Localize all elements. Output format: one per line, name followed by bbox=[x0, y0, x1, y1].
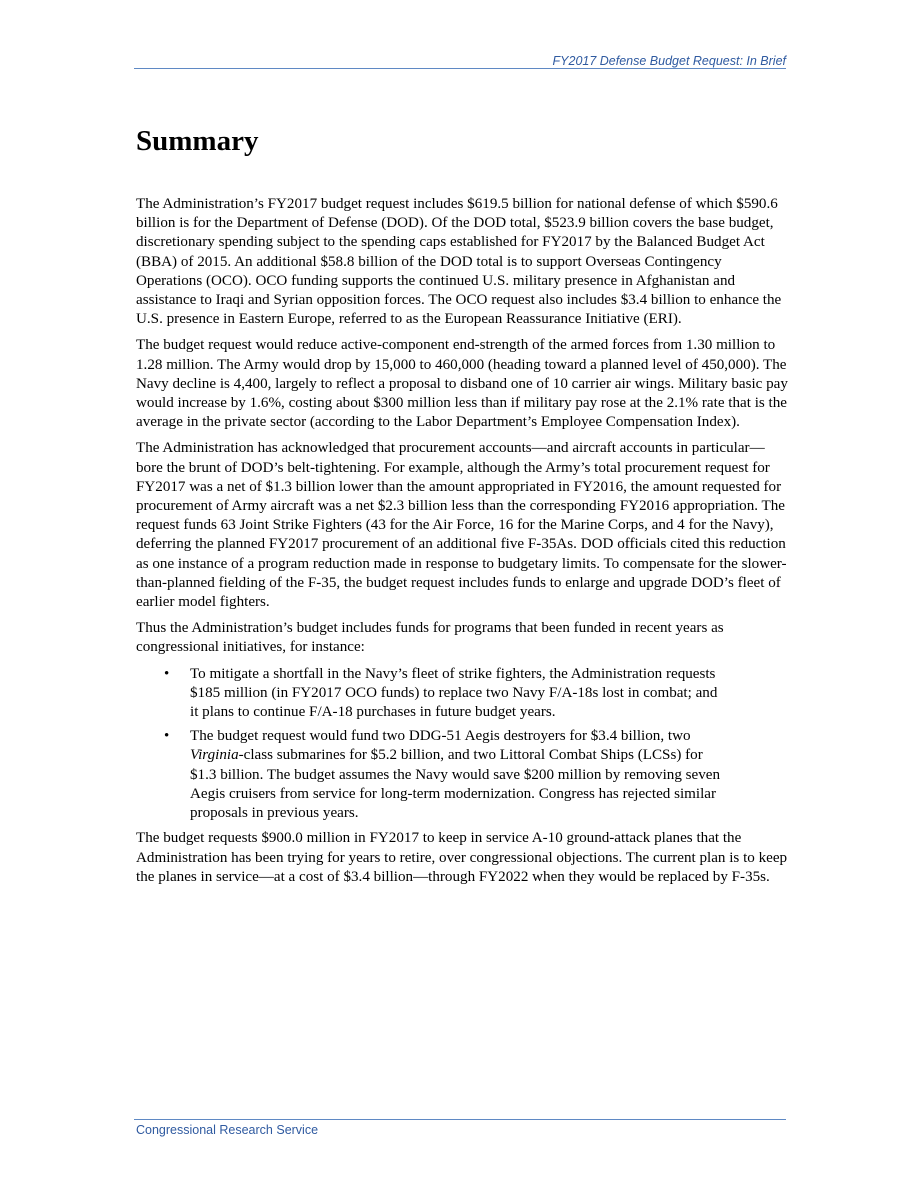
bullet-text-after: -class submarines for $5.2 billion, and two Littoral Combat Ships (LCSs) for $1.3 billion. The budget assumes the Navy would save $200 million by removing seven Aegis cruisers from service for long-term modernization. Congress has rejected similar proposals in previous years. bbox=[190, 747, 721, 822]
bullet-text-before: The budget request would fund two DDG-51 Aegis destroyers for $3.4 billion, two bbox=[190, 728, 691, 745]
paragraph-budget-overview: The Administration’s FY2017 budget request includes $619.5 billion for national defense of which $590.6 billion is for the Department of Defense (DOD). Of the DOD total, $523.9 billion covers the base budget, discretionary spending subject to the spending caps established for FY2017 by the Balanced Budget Act (BBA) of 2015. An additional $58.8 billion of the DOD total is to support Overseas Contingency Operations (OCO). OCO funding supports the continued U.S. military presence in Afghanistan and assistance to Iraqi and Syrian opposition forces. The OCO request also includes $3.4 billion to enhance the U.S. presence in Eastern Europe, referred to as the European Reassurance Initiative (ERI). bbox=[136, 196, 782, 328]
paragraph-end-strength: The budget request would reduce active-component end-strength of the armed forces from 1.30 million to 1.28 million. The Army would drop by 15,000 to 460,000 (heading toward a planned level of 450,000). The Navy decline is 4,400, largely to reflect a proposal to disband one of 10 carrier air wings. Military basic pay would increase by 1.6%, costing about $300 million less than if military pay rose at the 2.1% rate that is the average in the private sector (according to the Labor Department’s Employee Compensation Index). bbox=[136, 337, 788, 431]
bullet-icon: • bbox=[164, 728, 170, 745]
paragraph-procurement: The Administration has acknowledged that procurement accounts—and aircraft accounts in particular—bore the brunt of DOD’s belt-tightening. For example, although the Army’s total procurement request for FY2017 was a net of $1.3 billion lower than the amount appropriated in FY2016, the amount requested for procurement of Army aircraft was a net $2.3 billion less than the corresponding FY2016 appropriation. The request funds 63 Joint Strike Fighters (43 for the Air Force, 16 for the Marine Corps, and 4 for the Navy), deferring the planned FY2017 procurement of an additional five F-35As. DOD officials cited this reduction as one instance of a program reduction made in response to budgetary limits. To compensate for the slower-than-planned fielding of the F-35, the budget request includes funds to enlarge and upgrade DOD’s fleet of earlier model fighters. bbox=[136, 440, 787, 611]
paragraph-congressional-initiatives: Thus the Administration’s budget includes funds for programs that been funded in recent years as congressional initiatives, for instance: bbox=[136, 620, 724, 656]
page-title: Summary bbox=[136, 125, 259, 157]
footer-organization: Congressional Research Service bbox=[136, 1123, 319, 1137]
running-header: FY2017 Defense Budget Request: In Brief bbox=[552, 54, 786, 68]
summary-body bbox=[136, 195, 788, 894]
header-divider bbox=[134, 68, 786, 69]
bullet-icon: • bbox=[164, 665, 170, 682]
list-item bbox=[136, 727, 722, 823]
footer-divider bbox=[134, 1119, 786, 1120]
list-item bbox=[136, 665, 722, 723]
bullet-text: To mitigate a shortfall in the Navy’s fleet of strike fighters, the Administration requests $185 million (in FY2017 OCO funds) to replace two Navy F/A-18s lost in combat; and it plans to continue F/A-18 purchases in future budget years. bbox=[190, 665, 718, 721]
bullet-text-italic: Virginia bbox=[190, 747, 239, 764]
initiatives-list bbox=[136, 665, 788, 824]
paragraph-a10: The budget requests $900.0 million in FY2017 to keep in service A-10 ground-attack planes that the Administration has been trying for years to retire, over congressional objections. The current plan is to keep the planes in service—at a cost of $3.4 billion—through FY2022 when they would be replaced by F-35s. bbox=[136, 830, 788, 885]
